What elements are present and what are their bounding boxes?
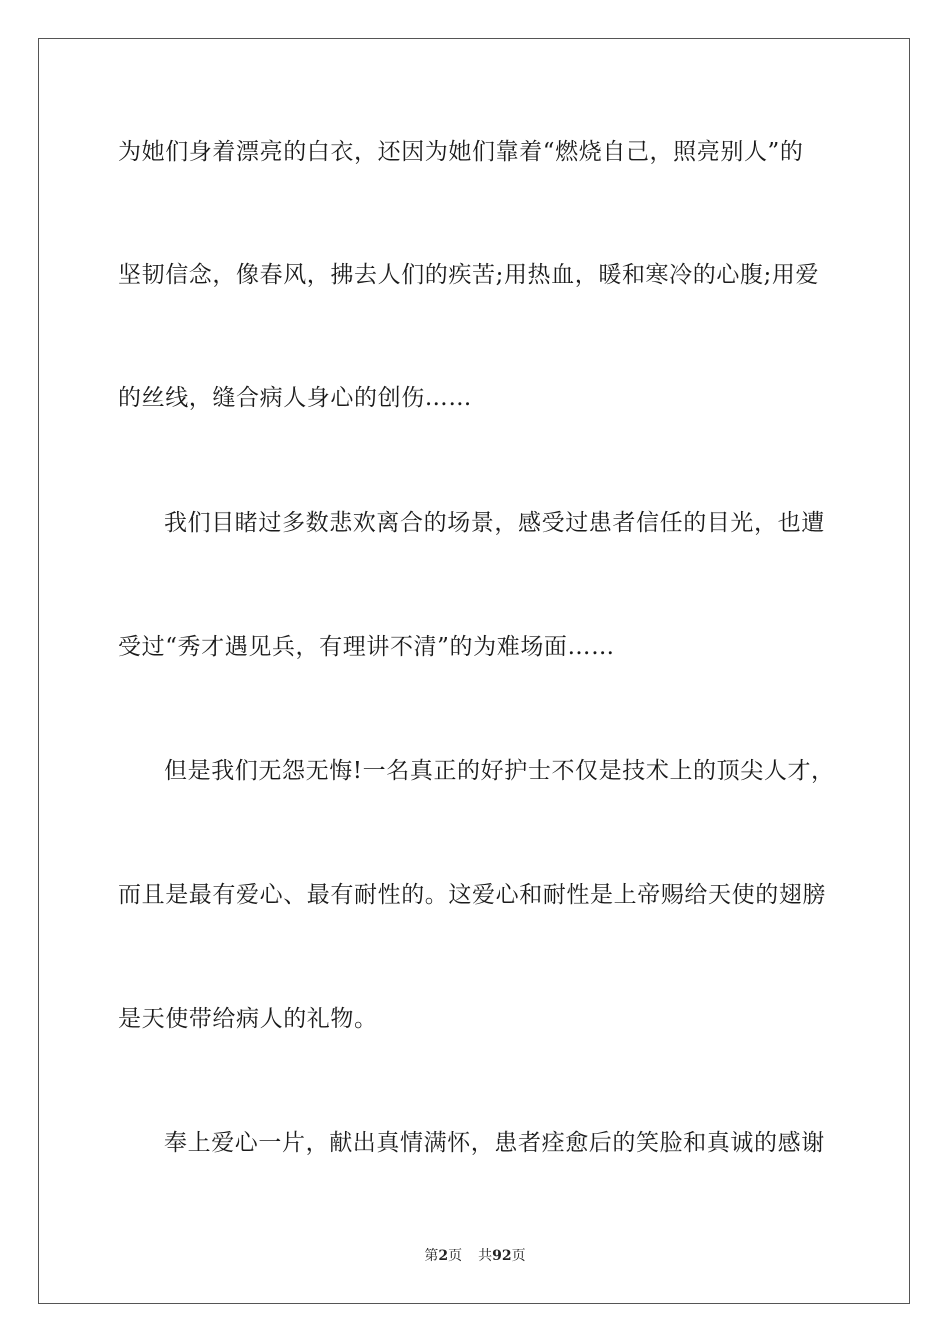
page-border [38,38,910,1304]
paragraph-line-3: 的丝线，缝合病人身心的创伤…… [118,385,472,411]
paragraph-line-8: 是天使带给病人的礼物。 [118,1006,378,1032]
page-prefix: 第 [424,1248,439,1264]
total-prefix: 共 [478,1248,493,1264]
paragraph-line-7: 而且是最有爱心、最有耐性的。这爱心和耐性是上帝赐给天使的翅膀 [118,882,826,908]
total-suffix: 页 [511,1248,526,1264]
paragraph-line-4: 我们目睹过多数悲欢离合的场景，感受过患者信任的目光，也遭 [164,510,825,536]
paragraph-line-9: 奉上爱心一片，献出真情满怀，患者痊愈后的笑脸和真诚的感谢 [164,1130,825,1156]
paragraph-line-1: 为她们身着漂亮的白衣，还因为她们靠着“燃烧自己，照亮别人”的 [118,139,804,165]
paragraph-line-6: 但是我们无怨无悔!一名真正的好护士不仅是技术上的顶尖人才， [164,758,835,784]
page-number: 2 [438,1248,449,1264]
page-footer [0,1247,950,1265]
total-label [478,1248,525,1264]
total-pages: 92 [492,1248,512,1264]
page-label [424,1248,462,1264]
paragraph-line-2: 坚韧信念，像春风，拂去人们的疾苦;用热血，暖和寒冷的心腹;用爱 [118,262,820,288]
page-suffix: 页 [448,1248,463,1264]
paragraph-line-5: 受过“秀才遇见兵，有理讲不清”的为难场面…… [118,634,615,660]
